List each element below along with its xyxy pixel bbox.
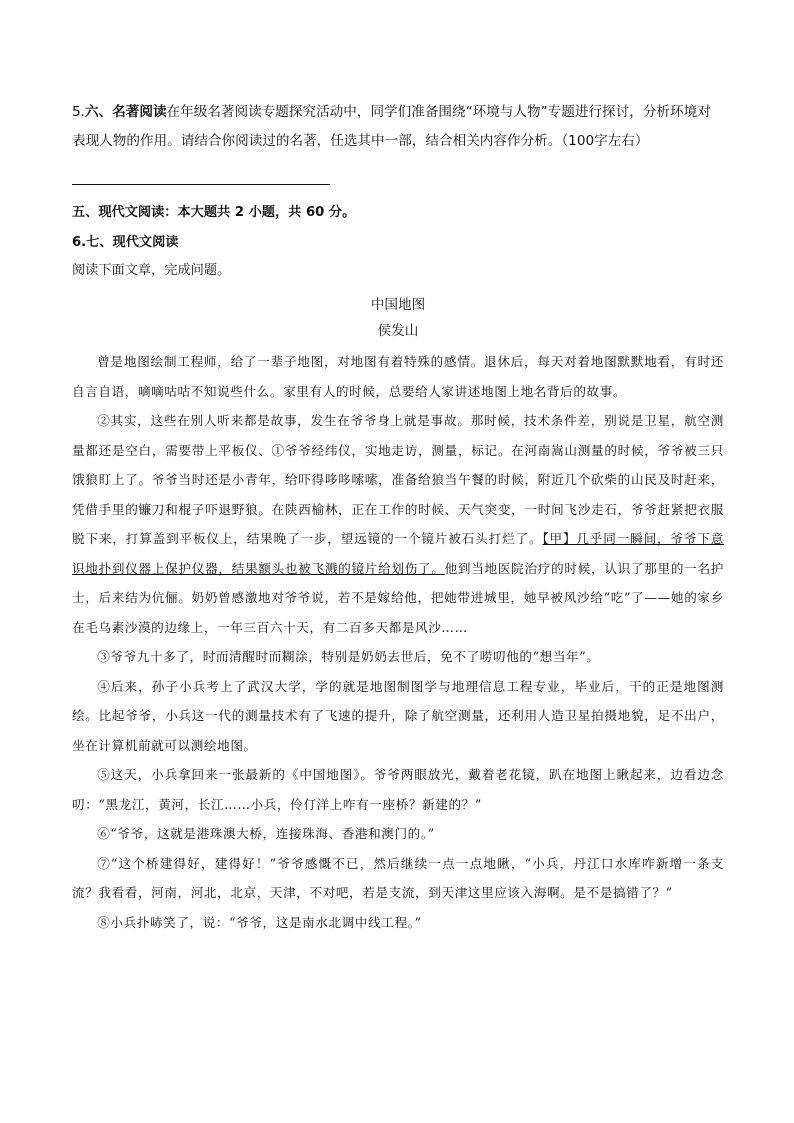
article-paragraph-2 <box>72 406 724 642</box>
paragraph-2-continued: 他到当地医院治疗的时候，认识了那里的一名护士，后来结为伉俪。奶奶曾感激地对爷爷说，若不是嫁给他，把她带进城里，她早被风沙给“吃”了——她的家乡在毛乌素沙漠的边缘上，一年三百六十天，有二百多天都是风沙…… <box>72 560 724 635</box>
article-body <box>72 347 724 937</box>
article-paragraph-3: ③爷爷九十多了，时而清醒时而糊涂，特别是奶奶去世后，免不了唠叨他的“想当年”。 <box>97 649 600 664</box>
marked-sentence-jia: 【甲】几乎同一瞬间，爷爷下意识地扑到仪器上保护仪器，结果额头也被飞溅的镜片给划伤了。 <box>72 531 724 576</box>
question-6-heading: 6.七、现代文阅读 <box>72 235 179 250</box>
article-author: 侯发山 <box>377 323 419 339</box>
question-5-section-prefix: 六、 <box>84 104 113 120</box>
article-title: 中国地图 <box>370 297 426 313</box>
article-paragraph-4: ④后来，孙子小兵考上了武汉大学，学的就是地图制图学与地理信息工程专业，毕业后，干的正是地图测绘。比起爷爷，小兵这一代的测量技术有了飞速的提升，除了航空测量，还利用人造卫星拍摄地貌，足不出户，坐在计算机前就可以测绘地图。 <box>72 678 724 753</box>
article-paragraph-5: ⑤这天，小兵拿回来一张最新的《中国地图》。爷爷两眼放光，戴着老花镜，趴在地图上瞅起来，边看边念叨：“黑龙江，黄河，长江……小兵，伶仃洋上咋有一座桥？新建的？” <box>72 767 724 812</box>
article-paragraph-7: ⑦“这个桥建得好，建得好！”爷爷感慨不已，然后继续一点一点地瞅，“小兵，丹江口水库咋新增一条支流？我看看，河南，河北，北京，天津，不对吧，若是支流，到天津这里应该入海啊。是不是搞错了？” <box>72 855 724 900</box>
article-paragraph-8: ⑧小兵扑哧笑了，说：“爷爷，这是南水北调中线工程。” <box>97 914 422 930</box>
question-5-text: 在年级名著阅读专题探究活动中，同学们准备围绕“环境与人物”专题进行探讨，分析环境对表现人物的作用。请结合你阅读过的名著，任选其中一部，结合相关内容作分析。（100字左右） <box>72 104 711 149</box>
article-paragraph-1: 曾是地图绘制工程师，给了一辈子地图，对地图有着特殊的感情。退休后，每天对着地图默默地看，有时还自言自语，嘀嘀咕咕不知说些什么。家里有人的时候，总要给人家讲述地图上地名背后的故事。 <box>72 354 724 399</box>
question-5-section-label: 名著阅读 <box>112 104 167 120</box>
question-5-number: 5. <box>72 104 85 120</box>
answer-line[interactable] <box>72 184 330 185</box>
article-paragraph-6: ⑥“爷爷，这就是港珠澳大桥，连接珠海、香港和澳门的。” <box>97 826 435 841</box>
question-6-instruction: 阅读下面文章，完成问题。 <box>72 263 231 278</box>
paragraph-2-text: ②其实，这些在别人听来都是故事，发生在爷爷身上就是事故。那时候，技术条件差，别说是卫星，航空测量都还是空白，需要带上平板仪、①爷爷经纬仪，实地走访，测量，标记。在河南嵩山测量的时候，爷爷被三只饿狼盯上了。爷爷当时还是小青年，给吓得哆哆嗦嗦，准备给狼当午餐的时候，附近几个砍柴的山民及时赶来，凭借手里的镰刀和棍子吓退野狼。在陕西榆林，正在工作的时候、天气突变，一时间飞沙走石，爷爷赶紧把衣服脱下来，打算盖到平板仪上，结果晚了一步，望远镜的一个镜片被石头打烂了。 <box>72 413 724 546</box>
section-5-heading: 五、现代文阅读：本大题共 2 小题，共 60 分。 <box>72 205 356 220</box>
document-page <box>72 98 724 937</box>
question-5 <box>72 98 724 156</box>
